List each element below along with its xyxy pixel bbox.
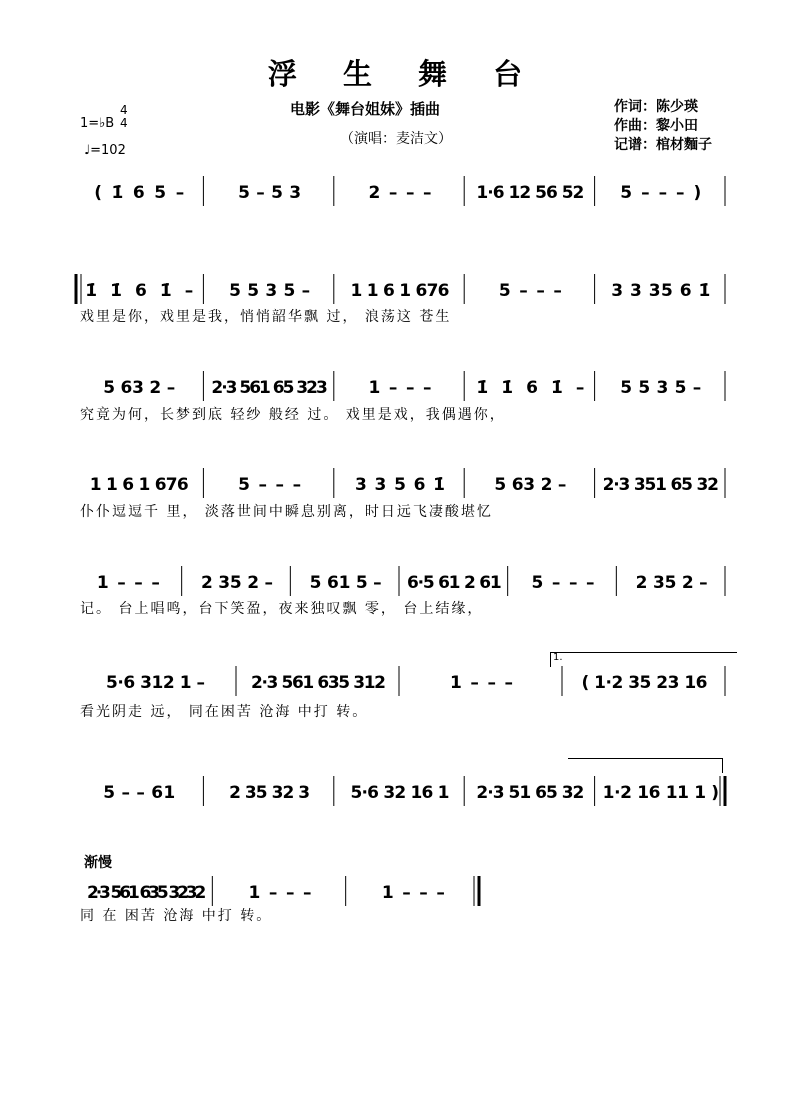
measure-notes: 5 – – 61	[103, 783, 176, 803]
measure-notes: 1 – – –	[96, 573, 160, 593]
measure-notes: 5 – – –	[498, 281, 562, 301]
measure-notes: ( 1·2 35 23 16	[581, 673, 708, 693]
notation-system	[74, 172, 726, 214]
lyric-line: 究竟为何，长梦到底 轻纱 般经 过。 戏里是戏，我偶遇你，	[80, 407, 506, 423]
measure-notes: 2·3 561 635 3232	[87, 883, 207, 903]
measure-notes: 2 35 2 –	[635, 573, 708, 593]
measure-notes: 1 – – –	[368, 378, 432, 398]
measure-notes: 5 63 2 –	[103, 378, 176, 398]
time-signature	[120, 104, 128, 130]
composer-credit: 作曲：黎小田	[614, 118, 698, 134]
notation-system	[74, 772, 726, 814]
measure-notes: 5 – 5 3	[238, 183, 302, 203]
measure-notes: 5 – – – )	[620, 183, 702, 203]
measure-notes: 5 5 3 5 –	[229, 281, 311, 301]
notation-staff	[74, 662, 726, 704]
tempo-mark	[84, 143, 126, 158]
volta-bracket-1	[550, 652, 737, 667]
time-sig-top: 4	[120, 103, 128, 117]
key-signature: 1=♭B	[80, 116, 115, 131]
song-title: 浮 生 舞 台	[267, 57, 541, 91]
lyric-line: 戏里是你，戏里是我，悄悄韶华飘 过， 浪荡这 苍生	[80, 309, 452, 325]
song-subtitle: 电影《舞台姐妹》插曲	[290, 100, 441, 118]
volta-label: 1.	[553, 652, 563, 663]
measure-notes: 1̇ 1̇ 6 1̇ –	[85, 281, 194, 301]
notation-staff	[74, 367, 726, 409]
measure-notes: 2·3 561 65 323	[211, 378, 328, 398]
measure-notes: 1·2 16 11 1 )	[602, 783, 719, 803]
measure-notes: 5 63 2 –	[494, 475, 567, 495]
time-sig-bottom: 4	[120, 116, 128, 130]
measure-notes: 2·3 561 635 312	[251, 673, 386, 693]
lyric-line: 同 在 困苦 沧海 中打 转。	[80, 908, 273, 924]
measure-notes: 3 3 5 6 1̇	[355, 475, 445, 495]
measure-notes: 2·3 351 65 32	[602, 475, 719, 495]
measure-notes: 1·6 12 56 52	[476, 183, 585, 203]
tempo-change-mark: 渐慢	[84, 855, 112, 871]
measure-notes: 3 3 35 6 1̇	[611, 281, 711, 301]
notation-staff	[74, 172, 726, 214]
transcriber-credit: 记谱：棺材麵子	[614, 137, 712, 153]
quarter-note-icon: ♩	[84, 143, 91, 158]
measure-notes: 2 35 32 3	[229, 783, 311, 803]
measure-notes: 1 1 6 1 676	[89, 475, 189, 495]
measure-notes: 5·6 32 16 1	[350, 783, 450, 803]
notation-staff	[74, 464, 726, 506]
singer-credit: （演唱：麦洁文）	[340, 131, 452, 147]
notation-staff	[74, 772, 726, 814]
measure-notes: 5 61 5 –	[309, 573, 382, 593]
volta-bracket-2	[568, 758, 723, 773]
measure-notes: 2·3 51 65 32	[476, 783, 585, 803]
measure-notes: 5 – – –	[531, 573, 595, 593]
measure-notes: 1 – – –	[248, 883, 312, 903]
notation-system	[74, 367, 726, 409]
measure-notes: 5 5 3 5 –	[620, 378, 702, 398]
lyric-line: 看光阴走 远， 同在困苦 沧海 中打 转。	[80, 704, 369, 720]
measure-notes: 1 – – –	[450, 673, 513, 693]
measure-notes: 2 – – –	[368, 183, 432, 203]
measure-notes: 1̇ 1̇ 6 1̇ –	[476, 378, 585, 398]
lyricist-credit: 作词：陈少瑛	[614, 99, 698, 115]
measure-notes: 5·6 312 1 –	[106, 673, 205, 693]
tempo-value: =102	[90, 143, 126, 158]
measure-notes: ( 1̇ 6 5 –	[94, 183, 185, 203]
measure-notes: 6·5 61 2 61	[407, 573, 502, 593]
lyric-line: 记。 台上唱鸣，台下笑盈，夜来独叹飘 零， 台上结缘，	[80, 601, 484, 617]
notation-system	[74, 662, 726, 704]
measure-notes: 1 – – –	[381, 883, 445, 903]
measure-notes: 1 1 6 1 676	[350, 281, 450, 301]
notation-system	[74, 464, 726, 506]
lyric-line: 仆仆逗逗千 里， 淡落世间中瞬息别离，时日远飞凄酸堪忆	[80, 504, 493, 520]
measure-notes: 2 35 2 –	[201, 573, 273, 593]
measure-notes: 5 – – –	[238, 475, 302, 495]
